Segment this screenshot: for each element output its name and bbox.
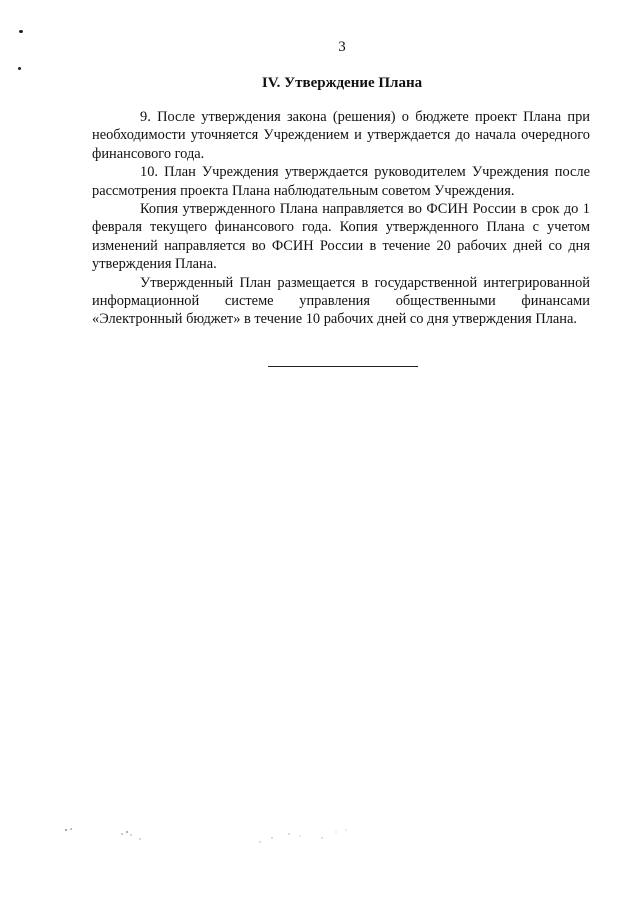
scan-speck bbox=[19, 30, 23, 33]
scan-speck bbox=[18, 67, 21, 70]
page-number: 3 bbox=[338, 39, 346, 55]
paragraph-copy: Копия утвержденного Плана направляется во ФСИН России в срок до 1 февраля текущего финансового года. Копия утвержденного Плана с учетом изменений направляется во ФСИН России в течение 20 рабочих дней со дня утверждения Плана. bbox=[92, 201, 590, 273]
scan-noise bbox=[60, 826, 360, 846]
paragraph-9: 9. После утверждения закона (решения) о бюджете проект Плана при необходимости уточняется Учреждением и утверждается до начала очередного финансового года. bbox=[92, 109, 590, 162]
section-title: IV. Утверждение Плана bbox=[261, 75, 423, 91]
document-body bbox=[92, 108, 590, 329]
paragraph-10: 10. План Учреждения утверждается руководителем Учреждения после рассмотрения проекта Плана наблюдательным советом Учреждения. bbox=[92, 164, 590, 199]
end-separator-line bbox=[268, 366, 418, 367]
paragraph-publication: Утвержденный План размещается в государственной интегрированной информационной системе управления общественными финансами «Электронный бюджет» в течение 10 рабочих дней со дня утверждения Плана. bbox=[92, 274, 590, 328]
